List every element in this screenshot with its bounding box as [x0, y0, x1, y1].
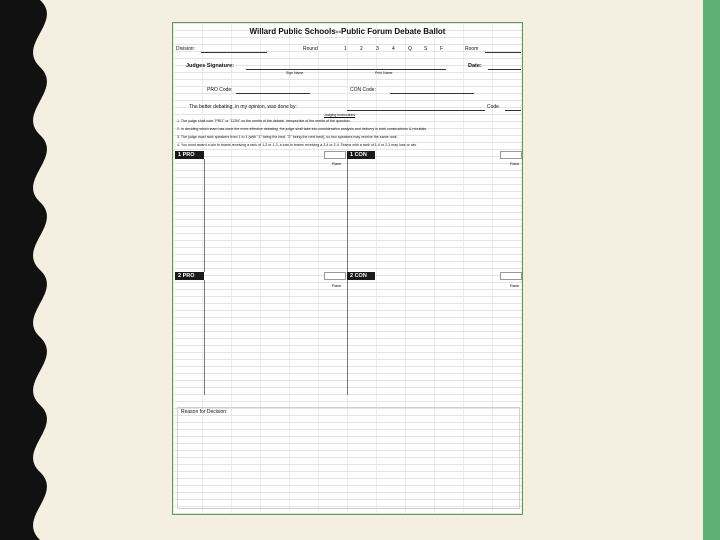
con-code-label: CON Code:: [350, 87, 376, 93]
reason-for-decision-label: Reason for Decision:: [181, 409, 228, 415]
round-option-4[interactable]: 4: [392, 46, 395, 52]
section-1-pro: 1 PRO: [175, 151, 204, 159]
room-line[interactable]: [485, 52, 521, 53]
better-debating-label: The better debating, in my opinion, was done by:: [189, 104, 297, 110]
pro-2-rank-box[interactable]: [324, 272, 346, 280]
con-1-rank-box[interactable]: [500, 151, 522, 159]
accent-bar: [703, 0, 720, 540]
instruction-3: 3. The judge must rank speakers from 1 to 4 (with "1" being the best, "2" being the next best), no two speakers may receive the same rank.: [177, 135, 398, 139]
pro-1-rank-label: Rank: [332, 161, 342, 166]
pro-1-column-rule: [204, 159, 205, 272]
room-label: Room: [465, 46, 479, 52]
pro-2-rank-label: Rank: [332, 283, 342, 288]
pro-code-line[interactable]: [236, 93, 310, 94]
wavy-border-decoration: [0, 0, 60, 540]
instruction-4: 4. You must award a win to teams receiving a rank of 1-2 or 1-3, a loss to teams receiving a 3-4 or 2-4. Teams with a rank of 1-4 or 2-3 may lose or win.: [177, 143, 418, 147]
code-label: Code: [487, 104, 499, 110]
better-debating-line[interactable]: [347, 110, 485, 111]
instruction-1: 1. The judge shall vote "PRO" or "CON" on the merits of the debate, irrespective of the merits of the question.: [177, 119, 351, 123]
center-column-rule-top: [347, 159, 348, 272]
round-option-1[interactable]: 1: [344, 46, 347, 52]
print-name-caption: Print Name: [375, 71, 393, 75]
division-label: Division:: [176, 46, 195, 52]
pro-2-column-rule: [204, 280, 205, 395]
con-1-rank-label: Rank: [510, 161, 520, 166]
reason-for-decision-area[interactable]: [177, 407, 520, 509]
division-line[interactable]: [201, 52, 267, 53]
sign-name-caption: Sign Name: [286, 71, 304, 75]
instruction-2: 2. In deciding which team has done the more effective debating, the judge shall take into consideration analysis and delivery in both constructives & rebuttals.: [177, 127, 428, 131]
round-option-q[interactable]: Q: [408, 46, 412, 52]
round-option-2[interactable]: 2: [360, 46, 363, 52]
round-option-f[interactable]: F: [440, 46, 444, 52]
pro-1-rank-box[interactable]: [324, 151, 346, 159]
judge-signature-line[interactable]: [246, 69, 446, 70]
date-label: Date:: [468, 63, 482, 69]
ballot-title: Willard Public Schools--Public Forum Debate Ballot: [249, 27, 446, 36]
date-line[interactable]: [488, 69, 521, 70]
center-column-rule-bottom: [347, 280, 348, 395]
con-code-line[interactable]: [390, 93, 474, 94]
con-2-rank-box[interactable]: [500, 272, 522, 280]
round-label: Round: [303, 46, 318, 52]
section-2-con: 2 CON: [347, 272, 375, 280]
con-2-rank-label: Rank: [510, 283, 520, 288]
judge-signature-label: Judges Signature:: [186, 63, 234, 69]
code-line[interactable]: [505, 110, 521, 111]
instructions-heading: Judging Instructions: [324, 113, 356, 117]
section-2-pro: 2 PRO: [175, 272, 204, 280]
section-1-con: 1 CON: [347, 151, 375, 159]
round-option-3[interactable]: 3: [376, 46, 379, 52]
pro-code-label: PRO Code:: [207, 87, 233, 93]
ballot-page: [172, 22, 523, 515]
round-option-s[interactable]: S: [424, 46, 428, 52]
